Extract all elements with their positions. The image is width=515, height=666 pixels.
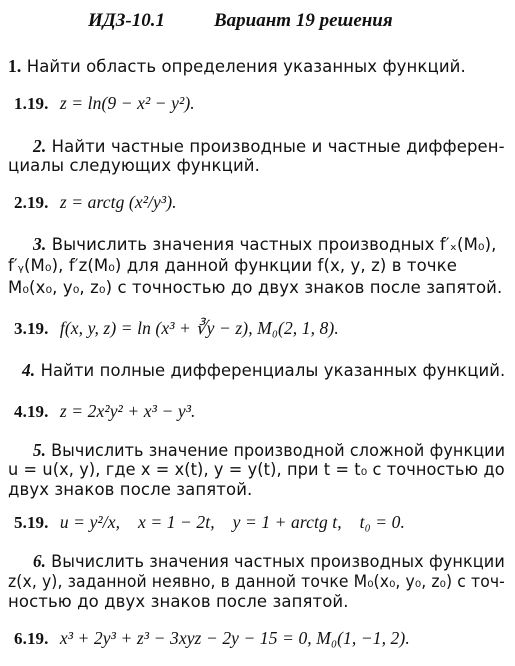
item-label: 5.19. — [14, 513, 49, 532]
item-label: 6.19. — [14, 629, 49, 648]
item-formula: u = y²/x, x = 1 − 2t, y = 1 + arctg t, t₀ = 0. — [59, 512, 405, 532]
task-3-line-3: M₀(x₀, y₀, z₀) с точностью до двух знаков после запятой. — [8, 278, 503, 297]
variant-title: Вариант 19 решения — [214, 10, 393, 31]
task-5-line-3: двух знаков после запятой. — [8, 480, 253, 499]
task-1-item — [14, 93, 195, 114]
task-3-line-2: f′ᵧ(M₀), f′z(M₀) для данной функции f(x, y, z) в точке — [8, 256, 457, 275]
task-5-item — [14, 512, 405, 533]
task-number: 2. — [33, 136, 47, 156]
item-label: 1.19. — [14, 94, 49, 113]
item-formula: x³ + 2y³ + z³ − 3xyz − 2y − 15 = 0, M₀(1, −1, 2). — [59, 628, 410, 648]
task-2-line-2: циалы следующих функций. — [8, 156, 260, 175]
task-4-item — [14, 401, 196, 422]
item-label: 4.19. — [14, 402, 49, 421]
document-code: ИДЗ-10.1 — [88, 10, 166, 31]
task-3-line-1 — [33, 234, 497, 255]
task-5-line-1 — [33, 440, 505, 461]
task-number: 1. — [8, 56, 22, 76]
task-text: Найти полные дифференциалы указанных функций. — [40, 361, 506, 380]
task-number: 4. — [22, 360, 36, 380]
task-number: 6. — [33, 551, 46, 571]
task-text: Вычислить значения частных производных функции — [51, 552, 505, 571]
task-4-statement — [22, 360, 505, 381]
task-text: Вычислить значения частных производных f′ₓ(M₀), — [51, 235, 497, 254]
task-2-line-1 — [33, 136, 505, 157]
task-6-line-1 — [33, 551, 505, 572]
task-1-statement — [8, 56, 466, 77]
item-formula: z = ln(9 − x² − y²). — [59, 93, 195, 113]
task-3-item — [14, 318, 339, 339]
item-formula: z = 2x²y² + x³ − y³. — [59, 401, 196, 421]
task-6-item — [14, 628, 410, 649]
task-number: 3. — [33, 234, 47, 254]
task-text: Найти частные производные и частные дифферен- — [51, 137, 505, 156]
task-text: Вычислить значение производной сложной функции — [51, 441, 506, 460]
item-formula: z = arctg (x²/y³). — [59, 192, 177, 212]
task-6-line-3: ностью до двух знаков после запятой. — [8, 592, 349, 611]
item-label: 3.19. — [14, 319, 49, 338]
task-2-item — [14, 192, 177, 213]
item-label: 2.19. — [14, 193, 49, 212]
item-formula: f(x, y, z) = ln (x³ + ∛y − z), M₀(2, 1, 8). — [59, 318, 339, 338]
task-number: 5. — [33, 440, 46, 460]
task-5-line-2: u = u(x, y), где x = x(t), y = y(t), при t = t₀ с точностью до — [8, 460, 505, 479]
task-6-line-2: z(x, y), заданной неявно, в данной точке M₀(x₀, y₀, z₀) с точ- — [8, 572, 505, 591]
task-text: Найти область определения указанных функций. — [26, 57, 466, 76]
